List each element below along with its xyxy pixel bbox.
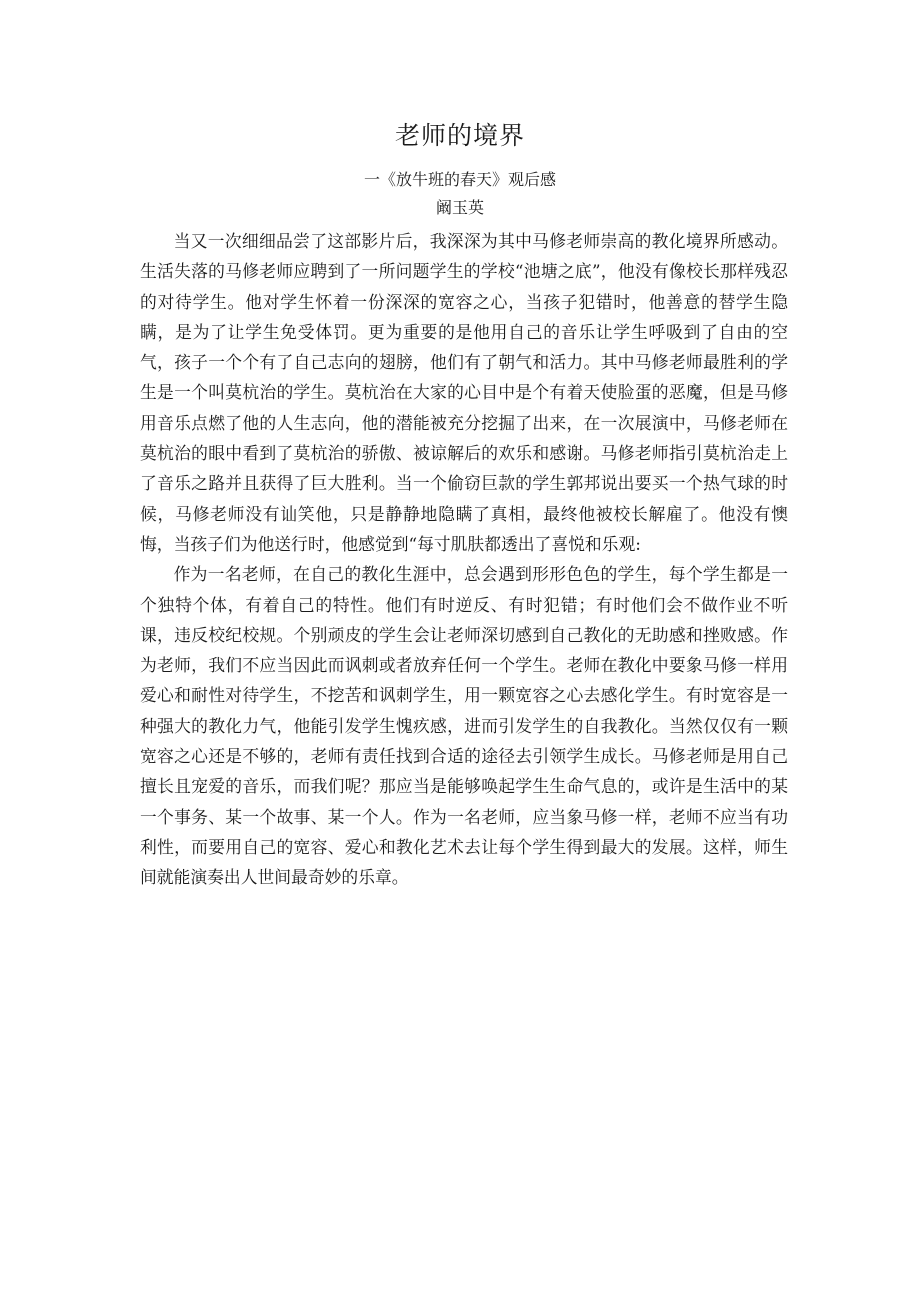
paragraph-1: 当又一次细细品尝了这部影片后，我深深为其中马修老师崇高的教化境界所感动。生活失落的马修老师应聘到了一所问题学生的学校“池塘之底”，他没有像校长那样残忍的对待学生。他对学生怀着一份深深的宽容之心，当孩子犯错时，他善意的替学生隐瞒，是为了让学生免受体罚。更为重要的是他用自己的音乐让学生呼吸到了自由的空气，孩子一个个有了自己志向的翅膀，他们有了朝气和活力。其中马修老师最胜利的学生是一个叫莫杭治的学生。莫杭治在大家的心目中是个有着天使脸蛋的恶魔，但是马修用音乐点燃了他的人生志向，他的潜能被充分挖掘了出来，在一次展演中，马修老师在莫杭治的眼中看到了莫杭治的骄傲、被谅解后的欢乐和感谢。马修老师指引莫杭治走上了音乐之路并且获得了巨大胜利。当一个偷窃巨款的学生郭邦说出要买一个热气球的时候，马修老师没有讪笑他，只是静静地隐瞒了真相，最终他被校长解雇了。他没有懊悔，当孩子们为他送行时，他感觉到“每寸肌肤都透出了喜悦和乐观: — [140, 231, 788, 554]
paragraph-2: 作为一名老师，在自己的教化生涯中，总会遇到形形色色的学生，每个学生都是一个独特个体，有着自己的特性。他们有时逆反、有时犯错；有时他们会不做作业不听课，违反校纪校规。个别顽皮的学生会让老师深切感到自己教化的无助感和挫败感。作为老师，我们不应当因此而讽刺或者放弃任何一个学生。老师在教化中要象马修一样用爱心和耐性对待学生，不挖苦和讽刺学生，用一颗宽容之心去感化学生。有时宽容是一种强大的教化力气，他能引发学生愧疚感，进而引发学生的自我教化。当然仅仅有一颗宽容之心还是不够的，老师有责任找到合适的途径去引领学生成长。马修老师是用自己擅长且宠爱的音乐，而我们呢？那应当是能够唤起学生生命气息的，或许是生活中的某一个事务、某一个故事、某一个人。作为一名老师，应当象马修一样，老师不应当有功利性，而要用自己的宽容、爱心和教化艺术去让每个学生得到最大的发展。这样，师生间就能演奏出人世间最奇妙的乐章。 — [140, 564, 788, 888]
document-title: 老师的境界 — [394, 121, 525, 150]
document-subtitle: 一《放牛班的春天》观后感 — [363, 170, 556, 189]
document-author: 阚玉英 — [435, 198, 484, 217]
document-body — [140, 226, 788, 893]
